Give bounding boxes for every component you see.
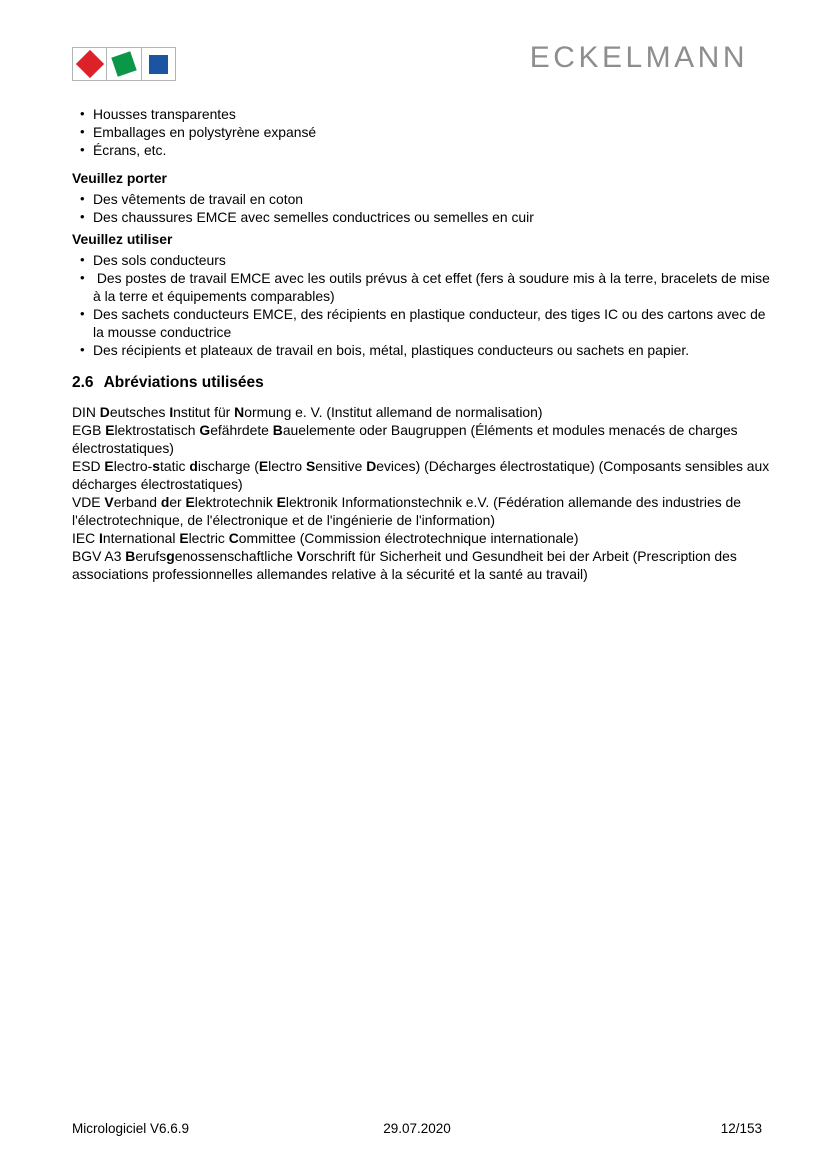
abbr-text: EGB [72, 422, 106, 438]
list-item-text: Emballages en polystyrène expansé [93, 124, 317, 140]
list-item-text: Des sachets conducteurs EMCE, des récipients en plastique conducteur, des tiges IC ou des cartons avec de la mousse conductrice [93, 306, 770, 340]
abbr-text: VDE [72, 494, 105, 510]
list-item [72, 251, 777, 269]
logo-cell-red [73, 48, 106, 80]
list-item-text: Des récipients et plateaux de travail en bois, métal, plastiques conducteurs ou sachets en papier. [93, 342, 690, 358]
abbr-text: lektrostatisch [114, 422, 200, 438]
abbreviations-paragraph [72, 403, 777, 583]
abbr-bold-letter: E [276, 494, 286, 510]
list-item [72, 208, 777, 226]
abbr-bold-letter: G [199, 422, 211, 438]
abbr-bold-letter: E [105, 422, 115, 438]
abbreviation-entry [72, 403, 777, 421]
abbr-bold-letter: I [99, 530, 103, 546]
abbr-text: eutsches [109, 404, 170, 420]
footer-page-number: 12/153 [720, 1121, 762, 1136]
abbr-bold-letter: d [160, 494, 170, 510]
abbr-bold-letter: V [104, 494, 114, 510]
abbr-text: auelemente oder Baugruppen (Éléments et modules menacés de charges électrostatiques) [72, 422, 738, 456]
abbr-bold-letter: E [179, 530, 189, 546]
abbr-bold-letter: V [296, 548, 306, 564]
green-square-icon [111, 51, 136, 76]
abbr-bold-letter: B [125, 548, 136, 564]
abbr-text: lectro [268, 458, 306, 474]
porter-list [72, 190, 777, 226]
abbr-text: ensitive [315, 458, 367, 474]
abbr-text: erband [113, 494, 161, 510]
abbr-bold-letter: D [99, 404, 110, 420]
abbr-text: nternational [102, 530, 180, 546]
list-item [72, 105, 777, 123]
abbreviation-entry [72, 529, 777, 547]
section-number: 2.6 [72, 374, 94, 391]
abbr-text: er [169, 494, 186, 510]
abbr-text: lectric [188, 530, 229, 546]
list-item [72, 269, 777, 305]
subheading-veuillez-utiliser: Veuillez utiliser [72, 231, 173, 247]
abbr-text: ommittee (Commission électrotechnique internationale) [238, 530, 579, 546]
abbr-text: lektrotechnik [194, 494, 277, 510]
abbr-bold-letter: E [104, 458, 114, 474]
list-item-text: Housses transparentes [93, 106, 236, 122]
page-content [72, 105, 777, 583]
abbr-text: evices) (Décharges électrostatique) (Composants sensibles aux décharges électrostatiques) [72, 458, 770, 492]
abbr-bold-letter: C [228, 530, 239, 546]
abbr-bold-letter: S [305, 458, 316, 474]
abbr-text: ESD [72, 458, 105, 474]
subheading-veuillez-porter: Veuillez porter [72, 170, 167, 186]
abbr-bold-letter: E [258, 458, 269, 474]
abbr-text: IEC [72, 530, 100, 546]
section-title: Abréviations utilisées [103, 374, 264, 391]
list-item [72, 305, 777, 341]
abbreviation-entry [72, 547, 777, 583]
abbr-text: efährdete [210, 422, 273, 438]
abbr-text: orschrift für Sicherheit und Gesundheit bei der Arbeit (Prescription des associations professionnelles allemandes relative à la sécurité et la santé au travail) [72, 548, 737, 582]
abbr-text: tatic [160, 458, 190, 474]
red-diamond-icon [76, 50, 104, 78]
abbr-bold-letter: E [185, 494, 195, 510]
abbr-bold-letter: g [166, 548, 175, 564]
abbreviation-entry [72, 421, 777, 457]
abbr-bold-letter: d [189, 458, 198, 474]
abbr-text: lektronik Informationstechnik e.V. (Fédération allemande des industries de l'électrotechnique, de l'électronique et de l'ingénierie de l'information) [72, 494, 741, 528]
list-item [72, 190, 777, 208]
abbr-bold-letter: s [152, 458, 161, 474]
logo-cell-green [106, 48, 140, 80]
list-item [72, 123, 777, 141]
abbr-text: nstitut für [173, 404, 235, 420]
eckelmann-logo [72, 47, 176, 81]
abbreviation-entry [72, 457, 777, 493]
list-item [72, 341, 777, 359]
abbreviation-entry [72, 493, 777, 529]
section-heading [72, 373, 777, 392]
footer-date: 29.07.2020 [383, 1121, 451, 1136]
abbr-bold-letter: I [169, 404, 174, 420]
intro-list [72, 105, 777, 159]
abbr-text: erufs [135, 548, 167, 564]
abbr-text: DIN [72, 404, 100, 420]
list-item-text: Des sols conducteurs [93, 252, 226, 268]
abbr-text: enossenschaftliche [174, 548, 297, 564]
blue-square-icon [149, 55, 168, 74]
abbr-bold-letter: D [366, 458, 377, 474]
abbr-text: ischarge ( [197, 458, 259, 474]
list-item-text: Écrans, etc. [93, 142, 167, 158]
page-footer [72, 1120, 762, 1138]
abbr-text: ormung e. V. (Institut allemand de normalisation) [244, 404, 543, 420]
logo-cell-blue [141, 48, 175, 80]
brand-wordmark: ECKELMANN [529, 41, 748, 74]
abbr-bold-letter: B [272, 422, 283, 438]
utiliser-list [72, 251, 777, 359]
abbr-text: BGV A3 [72, 548, 126, 564]
list-item-text: Des vêtements de travail en coton [93, 191, 304, 207]
abbr-bold-letter: N [234, 404, 245, 420]
list-item-text: Des chaussures EMCE avec semelles conductrices ou semelles en cuir [93, 209, 534, 225]
list-item [72, 141, 777, 159]
abbr-text: lectro- [113, 458, 153, 474]
list-item-text: Des postes de travail EMCE avec les outils prévus à cet effet (fers à soudure mis à la terre, bracelets de mise à la terre et équipements comparables) [93, 270, 774, 304]
footer-firmware-version: Micrologiciel V6.6.9 [72, 1121, 190, 1136]
